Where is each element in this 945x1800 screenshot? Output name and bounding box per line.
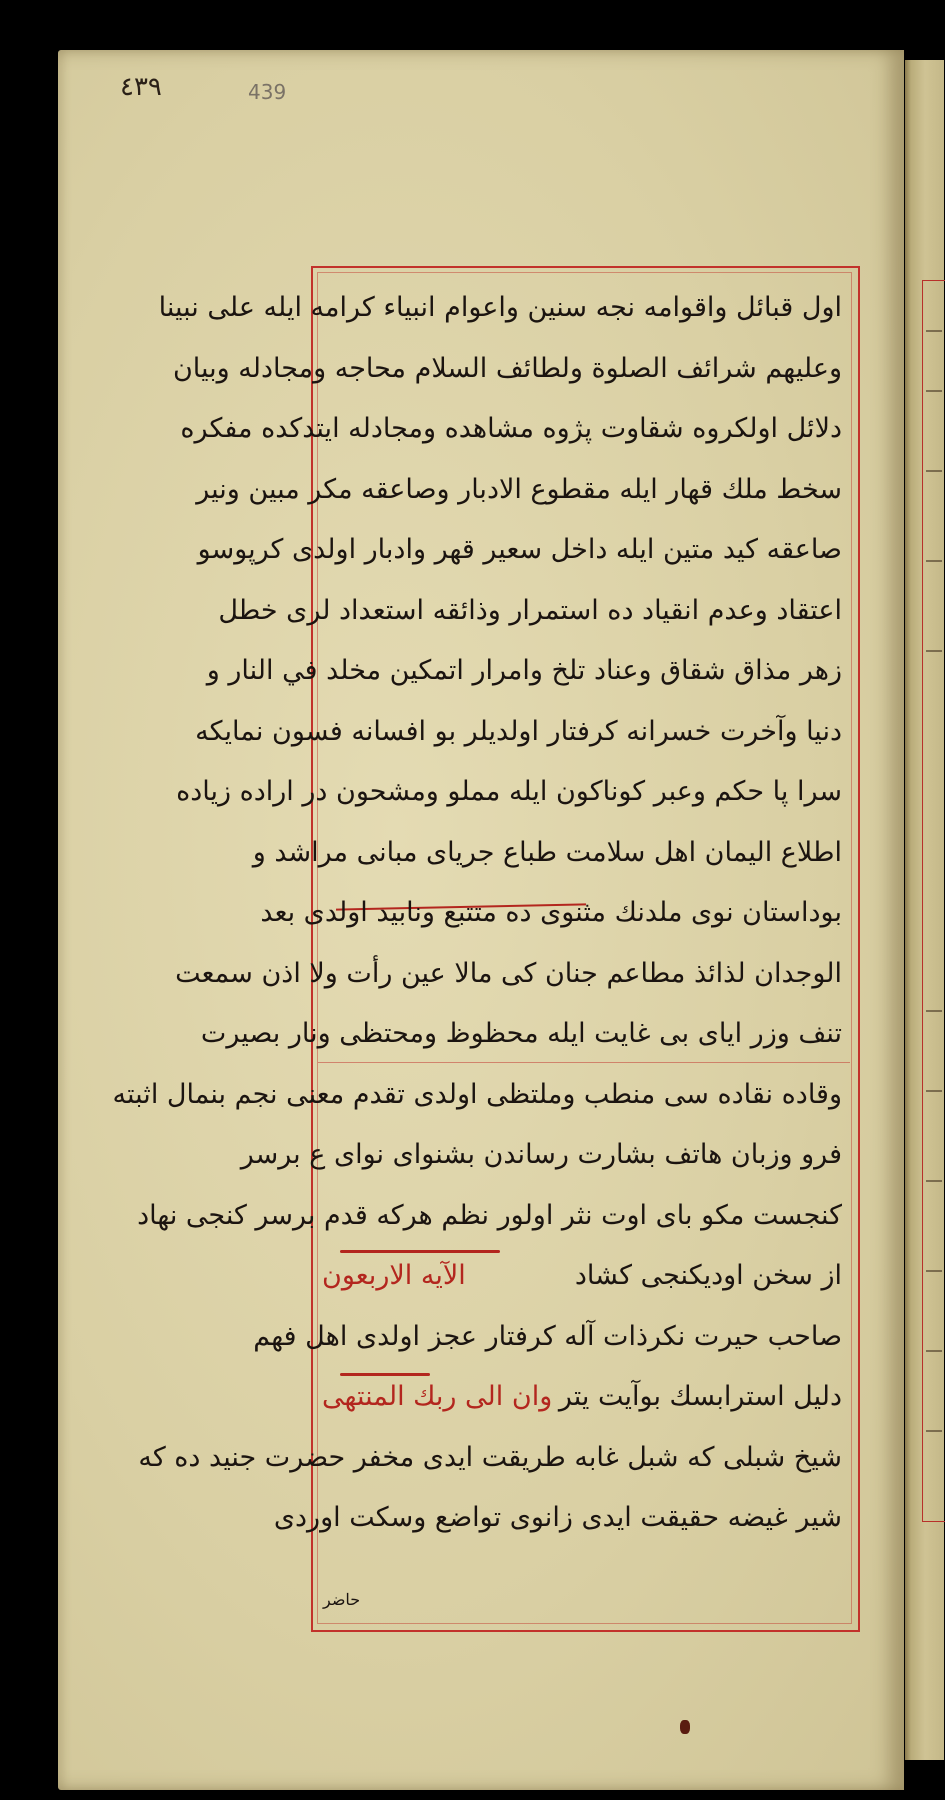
margin-note: حاضر [323,1590,361,1609]
facing-page-text [926,560,942,562]
facing-page-text [926,1350,942,1352]
text-line-9: سرا پا حكم وعبر كوناكون ايله مملو ومشحون در اراده زياده [176,776,842,807]
text-line-10: اطلاع اليمان اهل سلامت طباع جرياى مبانى مراشد و [252,836,842,868]
text-line-17: از سخن اوديكنجى كشاد [574,1260,842,1291]
facing-page-text [926,1090,942,1092]
facing-page-text [926,1270,942,1272]
ayah-heading-row [322,1246,842,1307]
text-line-20: شيخ شبلى كه شبل غابه طريقت ايدى مخفر حضرت جنيد ده كه [138,1441,842,1473]
text-line-12: الوجدان لذائذ مطاعم جنان كى مالا عين رأت ولا اذن سمعت [175,957,842,989]
text-line-16: كنجست مكو باى اوت نثر اولور نظم هركه قدم برسر كنجى نهاد [137,1199,842,1231]
text-line-6: اعتقاد وعدم انقياد ده استمرار وذائقه استعداد لرى خطل [218,594,842,626]
facing-page-text [926,470,942,472]
text-line-7: زهر مذاق شقاق وعناد تلخ وامرار اتمكين مخلد في النار و [206,655,842,686]
ayah-heading-underline [340,1250,500,1253]
text-line-15: فرو وزبان هاتف بشارت رساندن بشنواى نواى ع برسر [240,1139,842,1170]
verse-quote-row [322,1367,842,1428]
facing-page-text [926,330,942,332]
text-line-2: وعليهم شرائف الصلوة ولطائف السلام محاجه ومجادله وبيان [172,352,842,384]
verse-quote: وان الى ربك المنتهى [322,1381,553,1412]
text-line-19: دليل استرابسك بوآيت يتر [558,1381,842,1412]
text-line-8: دنيا وآخرت خسرانه كرفتار اولديلر بو افسانه فسون نمايكه [195,715,842,747]
text-block [112,278,842,1549]
facing-page-text [926,1010,942,1012]
text-line-14: وقاده نقاده سى منطب وملتظى اولدى تقدم معنى نجم بنمال اثبته [112,1078,842,1110]
text-line-21: شير غيضه حقيقت ايدى زانوى تواضع وسكت اوردى [273,1502,842,1533]
folio-number: ٤٣٩ [120,72,162,102]
text-line-11: بوداستان نوى ملدنك مثنوى ده متتبع ونابيد اولدى بعد [260,897,842,928]
facing-page-text [926,1180,942,1182]
facing-page-frame [922,280,945,1522]
text-line-1: اول قبائل واقوامه نجه سنين واعوام انبياء كرامه ايله على نبينا [158,292,842,323]
facing-page-text [926,390,942,392]
text-line-5: صاعقه كيد متين ايله داخل سعير قهر وادبار اولدى كرپوسو [197,534,842,565]
ink-stain [680,1720,690,1734]
folio-number-pencil: 439 [248,80,287,104]
facing-page-text [926,650,942,652]
text-line-18: صاحب حيرت نكرذات آله كرفتار عجز اولدى اهل فهم [253,1320,842,1352]
ayah-heading: الآيه الاربعون [322,1260,466,1291]
facing-page-text [926,1430,942,1432]
verse-quote-underline [340,1373,430,1376]
text-line-3: دلائل اولكروه شقاوت پژوه مشاهده ومجادله ايتدكده مفكره [180,413,842,444]
text-line-4: سخط ملك قهار ايله مقطوع الادبار وصاعقه مكر مبين ونير [196,473,842,505]
text-line-13: تنف وزر اياى بى غايت ايله محظوظ ومحتظى ونار بصيرت [200,1018,842,1049]
